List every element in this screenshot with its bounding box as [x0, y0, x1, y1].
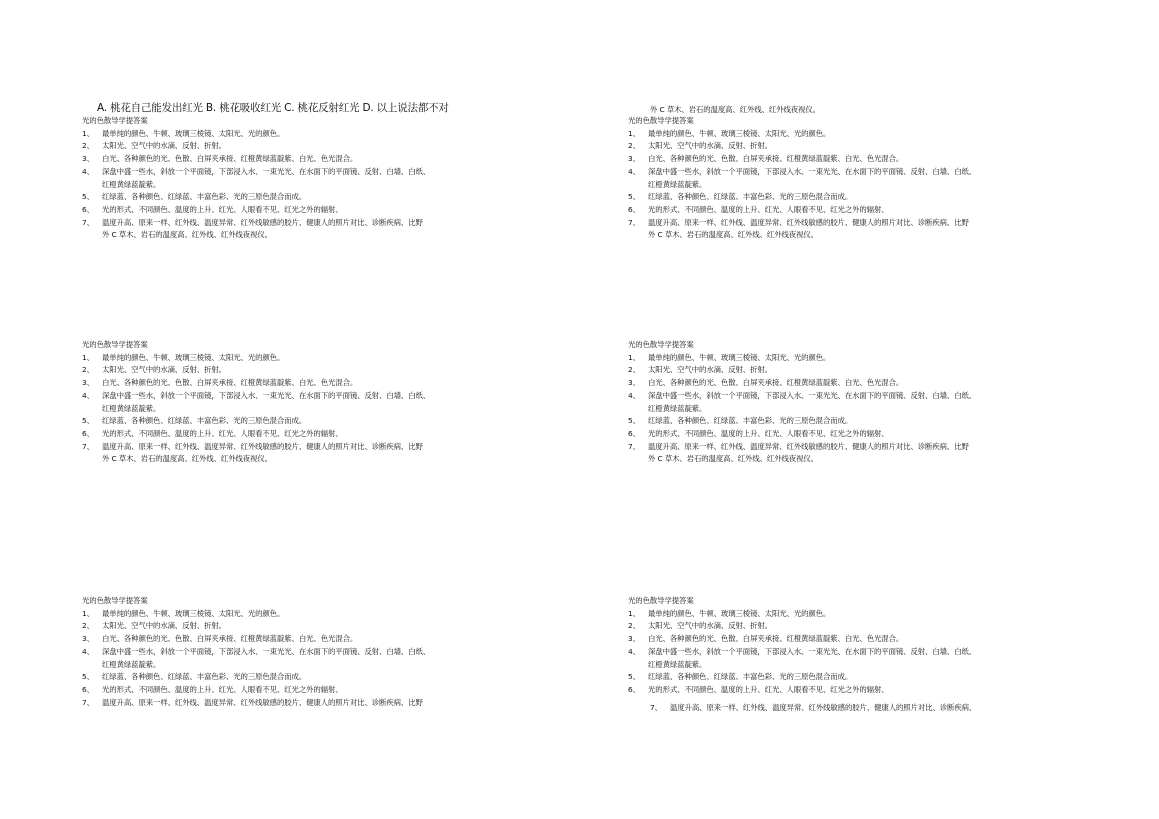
list-item: 5、 红绿蓝、各种颜色、红绿蓝、丰富色彩、光的三原色混合而成。	[628, 672, 853, 682]
list-item: 2、 太阳光、空气中的水滴、反射、折射。	[628, 365, 772, 375]
continued-line: 外 C 草木、岩石的温度高、红外线、红外线夜视仪。	[650, 105, 820, 114]
list-item: 2、 太阳光、空气中的水滴、反射、折射。	[82, 621, 226, 631]
list-item: 5、 红绿蓝、各种颜色、红绿蓝、丰富色彩、光的三原色混合而成。	[82, 672, 307, 682]
answer-block	[82, 339, 552, 466]
block-title: 光的色散导学提答案	[628, 116, 694, 125]
list-item: 1、 最单纯的颜色、牛顿、玻璃三棱镜、太阳光、光的颜色。	[82, 608, 285, 618]
list-item: 6、 光的形式、不同颜色、温度的上升、红光、人眼看不见、红光之外的辐射、	[82, 428, 343, 438]
item-text: 温度升高、原来一样、红外线、温度异常、红外线敏感的胶片、健康人的照片对比、诊断疾病、	[670, 703, 977, 712]
answer-block	[628, 115, 1098, 242]
list-item: 3、 白光、各种颜色的光、色散、白屏夹承接、红橙黄绿蓝靛紫、白光、色光混合。	[82, 154, 358, 164]
answer-block	[628, 595, 1098, 697]
list-item: 1、 最单纯的颜色、牛顿、玻璃三棱镜、太阳光、光的颜色。	[628, 128, 831, 138]
list-item: 5、 红绿蓝、各种颜色、红绿蓝、丰富色彩、光的三原色混合而成。	[82, 416, 307, 426]
block-title: 光的色散导学提答案	[82, 340, 148, 349]
list-item: 7、 温度升高、原来一样、红外线、温度异常、红外线敏感的胶片、健康人的照片对比、诊断疾病、比野 外 C 草木、岩石的温度高、红外线、红外线夜视仪。	[628, 441, 969, 464]
block-title: 光的色散导学提答案	[628, 340, 694, 349]
list-item: 7、 温度升高、原来一样、红外线、温度异常、红外线敏感的胶片、健康人的照片对比、诊断疾病、比野 外 C 草木、岩石的温度高、红外线、红外线夜视仪。	[82, 217, 423, 240]
answer-block	[82, 115, 552, 242]
list-item: 1、 最单纯的颜色、牛顿、玻璃三棱镜、太阳光、光的颜色。	[82, 128, 285, 138]
list-item: 1、 最单纯的颜色、牛顿、玻璃三棱镜、太阳光、光的颜色。	[628, 352, 831, 362]
list-item: 3、 白光、各种颜色的光、色散、白屏夹承接、红橙黄绿蓝靛紫、白光、色光混合。	[628, 154, 904, 164]
list-item: 4、 深盘中盛一些水，斜放一个平面镜，下部浸入水、一束光光、在水面下的平面镜、反射、白墙、白纸、 红橙黄绿蓝靛紫。	[628, 390, 977, 413]
list-item: 6、 光的形式、不同颜色、温度的上升、红光、人眼看不见、红光之外的辐射、	[628, 684, 889, 694]
list-item: 2、 太阳光、空气中的水滴、反射、折射。	[82, 141, 226, 151]
list-item: 1、 最单纯的颜色、牛顿、玻璃三棱镜、太阳光、光的颜色。	[628, 608, 831, 618]
list-item: 7、 温度升高、原来一样、红外线、温度异常、红外线敏感的胶片、健康人的照片对比、诊断疾病、比野	[82, 697, 423, 707]
list-item: 5、 红绿蓝、各种颜色、红绿蓝、丰富色彩、光的三原色混合而成。	[628, 192, 853, 202]
list-item: 2、 太阳光、空气中的水滴、反射、折射。	[82, 365, 226, 375]
list-item: 4、 深盘中盛一些水，斜放一个平面镜，下部浸入水、一束光光、在水面下的平面镜、反射、白墙、白纸、 红橙黄绿蓝靛紫。	[82, 390, 431, 413]
multiple-choice-options: A. 桃花自己能发出红光 B. 桃花吸收红光 C. 桃花反射红光 D. 以上说法都不对	[97, 102, 449, 114]
list-item: 2、 太阳光、空气中的水滴、反射、折射。	[628, 621, 772, 631]
list-item: 3、 白光、各种颜色的光、色散、白屏夹承接、红橙黄绿蓝靛紫、白光、色光混合。	[628, 634, 904, 644]
item-number: 7、	[650, 703, 662, 712]
list-item: 3、 白光、各种颜色的光、色散、白屏夹承接、红橙黄绿蓝靛紫、白光、色光混合。	[628, 378, 904, 388]
answer-block	[628, 339, 1098, 466]
block-title: 光的色散导学提答案	[82, 596, 148, 605]
list-item: 4、 深盘中盛一些水，斜放一个平面镜，下部浸入水、一束光光、在水面下的平面镜、反射、白墙、白纸、 红橙黄绿蓝靛紫。	[628, 166, 977, 189]
list-item: 6、 光的形式、不同颜色、温度的上升、红光、人眼看不见、红光之外的辐射、	[628, 204, 889, 214]
answer-block	[82, 595, 552, 709]
list-item: 7、 温度升高、原来一样、红外线、温度异常、红外线敏感的胶片、健康人的照片对比、诊断疾病、比野 外 C 草木、岩石的温度高、红外线、红外线夜视仪。	[82, 441, 423, 464]
list-item: 4、 深盘中盛一些水，斜放一个平面镜，下部浸入水、一束光光、在水面下的平面镜、反射、白墙、白纸、 红橙黄绿蓝靛紫。	[82, 166, 431, 189]
list-item: 6、 光的形式、不同颜色、温度的上升、红光、人眼看不见、红光之外的辐射、	[82, 684, 343, 694]
list-item	[650, 702, 976, 715]
list-item: 4、 深盘中盛一些水，斜放一个平面镜，下部浸入水、一束光光、在水面下的平面镜、反射、白墙、白纸、 红橙黄绿蓝靛紫。	[82, 646, 431, 669]
list-item: 2、 太阳光、空气中的水滴、反射、折射。	[628, 141, 772, 151]
list-item: 5、 红绿蓝、各种颜色、红绿蓝、丰富色彩、光的三原色混合而成。	[82, 192, 307, 202]
block-title: 光的色散导学提答案	[628, 596, 694, 605]
list-item: 3、 白光、各种颜色的光、色散、白屏夹承接、红橙黄绿蓝靛紫、白光、色光混合。	[82, 634, 358, 644]
list-item: 7、 温度升高、原来一样、红外线、温度异常、红外线敏感的胶片、健康人的照片对比、诊断疾病、比野 外 C 草木、岩石的温度高、红外线、红外线夜视仪。	[628, 217, 969, 240]
list-item: 4、 深盘中盛一些水，斜放一个平面镜，下部浸入水、一束光光、在水面下的平面镜、反射、白墙、白纸、 红橙黄绿蓝靛紫。	[628, 646, 977, 669]
list-item: 6、 光的形式、不同颜色、温度的上升、红光、人眼看不见、红光之外的辐射、	[628, 428, 889, 438]
block-title: 光的色散导学提答案	[82, 116, 148, 125]
list-item: 1、 最单纯的颜色、牛顿、玻璃三棱镜、太阳光、光的颜色。	[82, 352, 285, 362]
list-item: 6、 光的形式、不同颜色、温度的上升、红光、人眼看不见、红光之外的辐射、	[82, 204, 343, 214]
list-item: 5、 红绿蓝、各种颜色、红绿蓝、丰富色彩、光的三原色混合而成。	[628, 416, 853, 426]
list-item: 3、 白光、各种颜色的光、色散、白屏夹承接、红橙黄绿蓝靛紫、白光、色光混合。	[82, 378, 358, 388]
